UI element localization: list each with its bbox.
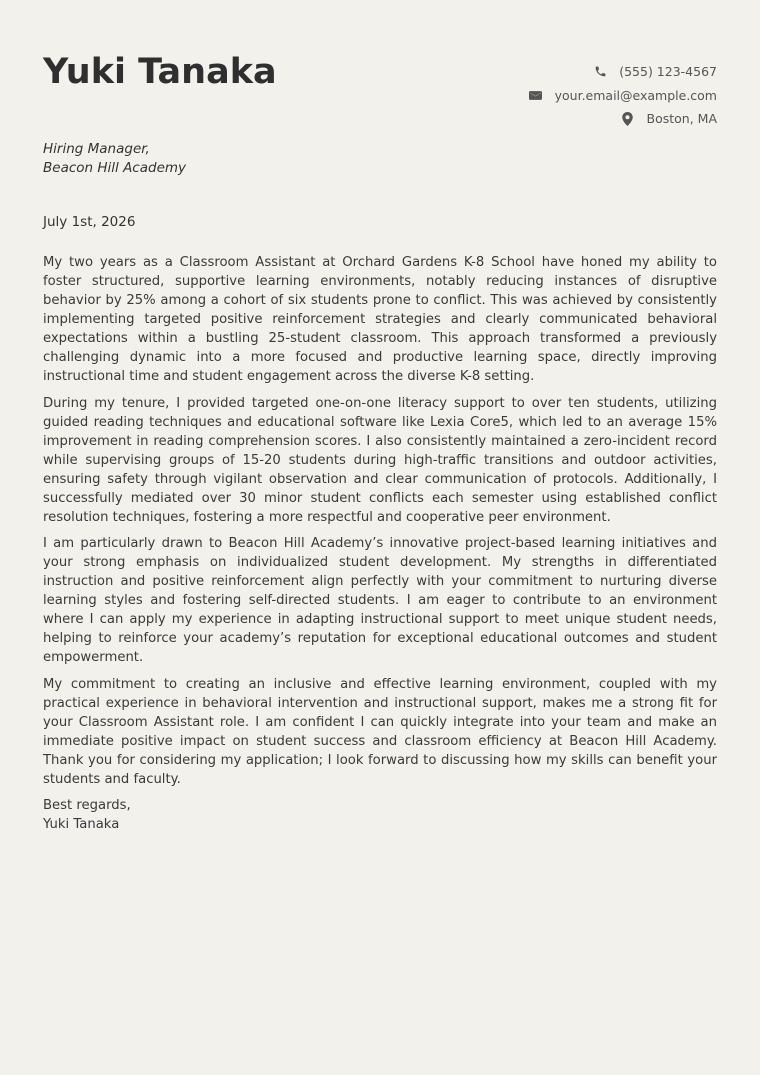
contact-phone (417, 60, 717, 84)
body-paragraph: My two years as a Classroom Assistant at Orchard Gardens K-8 School have honed my ability to foster structured, supportive learning environments, notably reducing instances of disruptive behavior by 25% among a cohort of six students prone to conflict. This was achieved by consistently implementing targeted positive reinforcement strategies and clearly communicated behavioral expectations within a bustling 25-student classroom. This approach transformed a previously challenging dynamic into a more focused and productive learning space, directly improving instructional time and student engagement across the diverse K-8 setting. (43, 255, 717, 384)
letter-date: July 1st, 2026 (43, 214, 136, 230)
recipient-organization: Beacon Hill Academy (43, 160, 187, 176)
recipient-block (43, 140, 186, 178)
closing-block (43, 796, 717, 834)
location-text: Boston, MA (646, 111, 717, 127)
body-paragraph: I am particularly drawn to Beacon Hill Academy’s innovative project-based learning initiatives and your strong emphasis on individualized student development. My strengths in differentiated instruction and positive reinforcement align perfectly with your commitment to nurturing diverse learning styles and fostering self-directed students. I am eager to contribute to an environment where I can apply my experience in adapting instructional support to meet unique student needs, helping to reinforce your academy’s reputation for exceptional educational outcomes and student empowerment. (43, 536, 717, 665)
body-paragraph: My commitment to creating an inclusive and effective learning environment, coupled with my practical experience in behavioral intervention and instructional support, makes me a strong fit for your Classroom Assistant role. I am confident I can quickly integrate into your team and make an immediate positive impact on student success and classroom efficiency at Beacon Hill Academy. Thank you for considering my application; I look forward to discussing how my skills can benefit your students and faculty. (43, 676, 717, 787)
email-text: your.email@example.com (554, 87, 717, 103)
envelope-icon (529, 88, 543, 102)
recipient-title: Hiring Manager, (43, 141, 150, 157)
contact-info (417, 60, 717, 131)
contact-email (417, 84, 717, 108)
applicant-name: Yuki Tanaka (43, 52, 277, 92)
letter-body (43, 253, 717, 834)
location-pin-icon (621, 112, 635, 126)
closing-salutation: Best regards, (43, 798, 131, 813)
body-paragraph: During my tenure, I provided targeted one-on-one literacy support to over ten students, utilizing guided reading techniques and educational software like Lexia Core5, which led to an average 15% improvement in reading comprehension scores. I also consistently maintained a zero-incident record while supervising groups of 15-20 students during high-traffic transitions and outdoor activities, ensuring safety through vigilant observation and clear communication of protocols. Additionally, I successfully mediated over 30 minor student conflicts each semester using established conflict resolution techniques, fostering a more respectful and cooperative peer environment. (43, 395, 717, 525)
contact-location (417, 107, 717, 131)
phone-text: (555) 123-4567 (619, 64, 717, 80)
phone-icon (593, 65, 607, 79)
closing-signature: Yuki Tanaka (43, 817, 120, 832)
